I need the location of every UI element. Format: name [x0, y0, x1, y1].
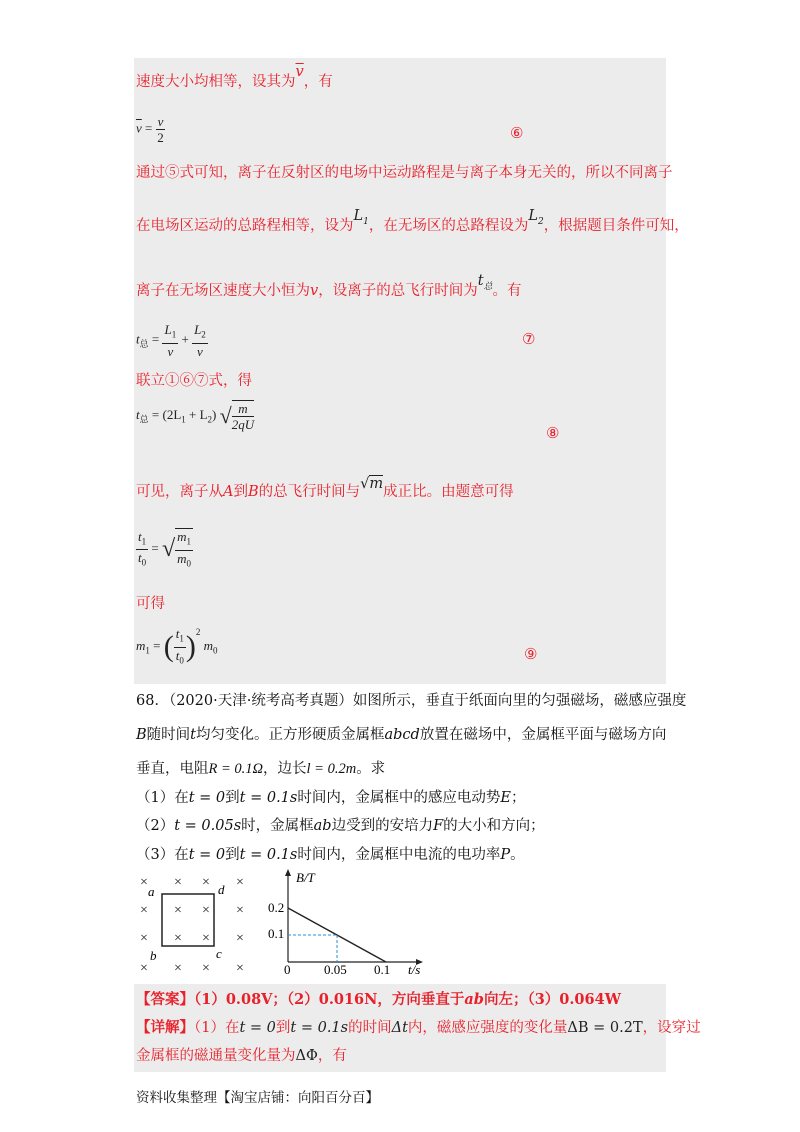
- equation-7: $t_总$ = $\frac{L_1}{v}$ + $\frac{L_2}{v}$: [136, 322, 206, 359]
- field-cross: ×: [140, 875, 148, 890]
- solution-line-6: 可见，离子从A到B的总飞行时间与√m成正比。由题意可得: [136, 476, 514, 500]
- field-cross: ×: [202, 961, 210, 976]
- magnetic-field-figure: [136, 872, 276, 982]
- y-axis-label: B/T: [296, 870, 315, 885]
- field-cross: ×: [236, 903, 244, 918]
- detail-tag: 【详解】: [136, 1019, 194, 1036]
- equation-number-8: ⑧: [546, 424, 560, 442]
- tick-y-0.2: 0.2: [268, 900, 285, 915]
- field-cross: ×: [174, 875, 182, 890]
- b-t-graph: [270, 866, 430, 976]
- equation-number-9: ⑨: [524, 645, 538, 663]
- solution-line-5: 联立①⑥⑦式，得: [136, 373, 252, 389]
- solution-line-1: 速度大小均相等，设其为$\overline{v}$，有: [136, 64, 333, 90]
- problem-line-1: 68．（2020·天津·统考高考真题）如图所示，垂直于纸面向里的匀强磁场，磁感应强度: [136, 693, 687, 709]
- equation-6: $\overline{v}$ = $\frac{v}{2}$: [136, 114, 164, 145]
- question-1: （1）在t = 0到t = 0.1s时间内，金属框中的感应电动势E；: [136, 790, 526, 806]
- field-cross: ×: [202, 875, 210, 890]
- label-c: c: [216, 946, 222, 961]
- page-footer: 资料收集整理【淘宝店铺：向阳百分百】: [136, 1090, 379, 1106]
- field-cross: ×: [236, 931, 244, 946]
- tick-x-0: 0: [284, 962, 291, 977]
- equation-9: $m_1$ = ( $\frac{t_1}{t_0}$ )$^2$ $m_0$: [136, 626, 218, 666]
- label-b: b: [150, 948, 157, 963]
- solution-line-7: 可得: [136, 596, 165, 612]
- question-3: （3）在t = 0到t = 0.1s时间内，金属框中电流的电功率P。: [136, 847, 525, 863]
- field-cross: ×: [174, 903, 182, 918]
- detail-line-2: 金属框的磁通量变化量为ΔΦ，有: [136, 1048, 347, 1064]
- label-a: a: [148, 884, 155, 899]
- answer-tag: 【答案】: [136, 991, 194, 1008]
- field-cross: ×: [174, 931, 182, 946]
- question-2: （2）t = 0.05s时，金属框ab边受到的安培力F的大小和方向；: [136, 818, 545, 834]
- tick-x-0.05: 0.05: [324, 962, 347, 977]
- equation-8: $t_总 = (2L_1 + L_2)$ √ $\frac{m}{2qU}$: [136, 401, 255, 432]
- label-d: d: [218, 882, 225, 897]
- field-cross: ×: [174, 961, 182, 976]
- solution-line-2: 通过⑤式可知，离子在反射区的电场中运动路程是与离子本身无关的，所以不同离子: [136, 165, 673, 181]
- problem-line-3: 垂直，电阻R = 0.1Ω，边长l = 0.2m。求: [136, 761, 386, 777]
- field-cross: ×: [202, 931, 210, 946]
- field-cross: ×: [140, 903, 148, 918]
- equation-ratio: $\frac{t_1}{t_0}$ = √ $\frac{m_1}{m_0}$: [136, 528, 193, 571]
- equation-number-6: ⑥: [510, 124, 524, 142]
- equation-number-7: ⑦: [522, 330, 536, 348]
- y-axis-arrow: [285, 869, 291, 876]
- tick-x-0.1: 0.1: [374, 962, 391, 977]
- field-cross: ×: [202, 903, 210, 918]
- field-cross: ×: [236, 961, 244, 976]
- problem-line-2: B随时间t均匀变化。正方形硬质金属框abcd放置在磁场中，金属框平面与磁场方向: [136, 727, 667, 743]
- field-cross: ×: [236, 875, 244, 890]
- field-cross: ×: [140, 931, 148, 946]
- solution-line-3: 在电场区运动的总路程相等，设为$L_1$，在无场区的总路程设为$L_2$，根据题目条件可知，: [136, 208, 689, 234]
- detail-line-1: 【详解】（1）在t = 0到t = 0.1s的时间Δt内，磁感应强度的变化量ΔB = 0.2T，设穿过: [136, 1019, 701, 1036]
- answer-line: 【答案】（1）0.08V；（2）0.016N，方向垂直于ab向左；（3）0.064W: [136, 991, 621, 1008]
- tick-y-0.1: 0.1: [268, 926, 285, 941]
- solution-line-4: 离子在无场区速度大小恒为v，设离子的总飞行时间为$t_总$。有: [136, 273, 522, 299]
- field-cross: ×: [140, 961, 148, 976]
- x-axis-label: t/s: [408, 962, 421, 977]
